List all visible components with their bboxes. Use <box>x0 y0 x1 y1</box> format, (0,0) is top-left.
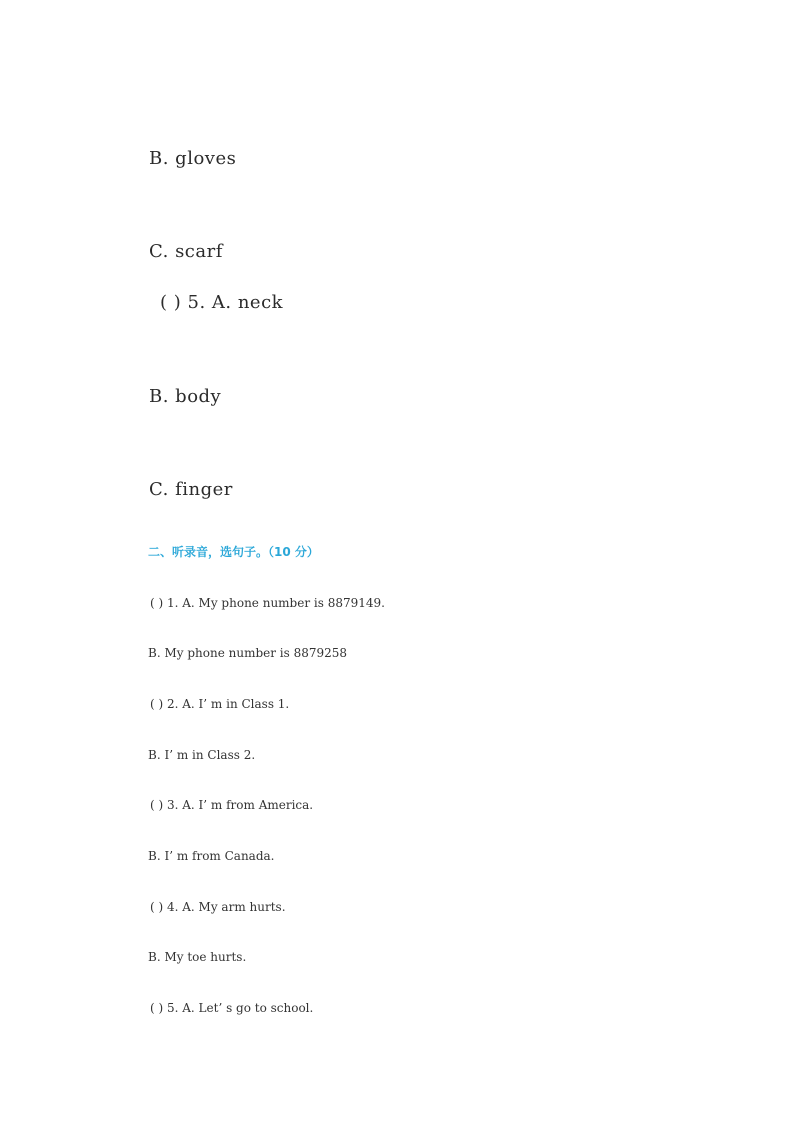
q5-option-b: B. body <box>149 386 222 407</box>
s2-q1-option-b: B. My phone number is 8879258 <box>148 646 348 660</box>
s2-q3-option-a: ( ) 3. A. I’ m from America. <box>150 798 314 812</box>
s2-q3-option-b: B. I’ m from Canada. <box>148 849 275 863</box>
section-heading: 二、听录音，选句子。（10 分） <box>148 545 319 559</box>
s2-q2-option-a: ( ) 2. A. I’ m in Class 1. <box>150 697 290 711</box>
s2-q4-option-a: ( ) 4. A. My arm hurts. <box>150 900 286 914</box>
q5-option-a: ( ) 5. A. neck <box>160 292 284 313</box>
s2-q5-option-a: ( ) 5. A. Let’ s go to school. <box>150 1001 314 1015</box>
q4-option-c: C. scarf <box>149 241 223 262</box>
s2-q4-option-b: B. My toe hurts. <box>148 950 247 964</box>
s2-q1-option-a: ( ) 1. A. My phone number is 8879149. <box>150 596 385 610</box>
q5-option-c: C. finger <box>149 479 233 500</box>
s2-q2-option-b: B. I’ m in Class 2. <box>148 748 256 762</box>
q4-option-b: B. gloves <box>149 148 237 169</box>
